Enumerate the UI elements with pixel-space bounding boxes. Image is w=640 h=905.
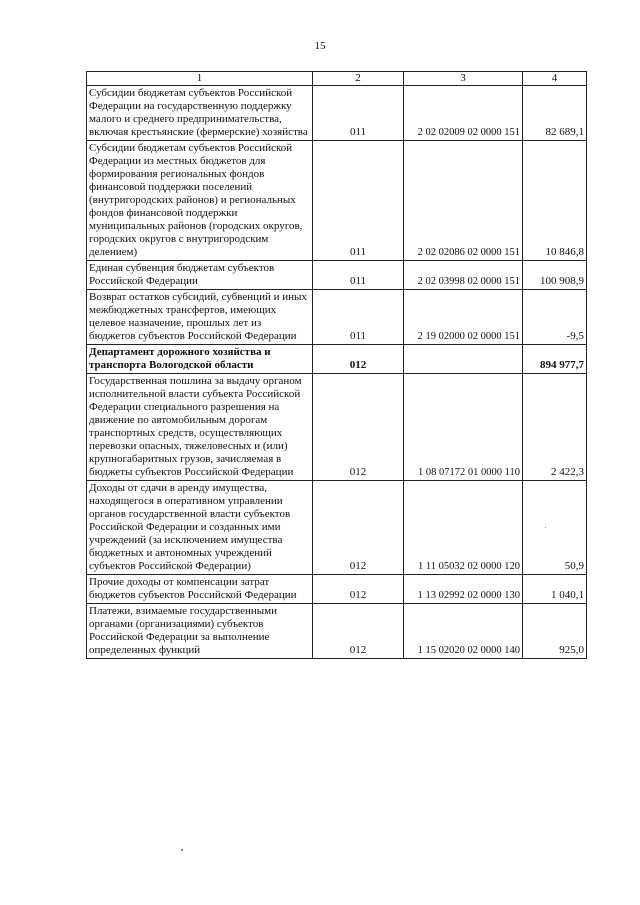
cell-code: 012	[313, 374, 404, 481]
cell-name: Субсидии бюджетам субъектов Российской Федерации на государственную поддержку малого и среднего предпринимательства, включая крестьянские (фермерские) хозяйства	[87, 86, 313, 141]
cell-amount: 925,0	[523, 604, 587, 659]
cell-name: Департамент дорожного хозяйства и транспорта Вологодской области	[87, 345, 313, 374]
table-row	[87, 290, 587, 345]
table-row	[87, 604, 587, 659]
cell-kbk: 1 11 05032 02 0000 120	[404, 481, 523, 575]
table-body	[87, 86, 587, 659]
cell-kbk: 1 13 02992 02 0000 130	[404, 575, 523, 604]
cell-amount: 2 422,3	[523, 374, 587, 481]
cell-name: Прочие доходы от компенсации затрат бюджетов субъектов Российской Федерации	[87, 575, 313, 604]
scan-speck	[181, 849, 183, 851]
cell-code: 012	[313, 575, 404, 604]
cell-amount: 50,9	[523, 481, 587, 575]
cell-amount: 894 977,7	[523, 345, 587, 374]
cell-amount: 1 040,1	[523, 575, 587, 604]
table-header	[87, 72, 587, 86]
cell-code: 011	[313, 290, 404, 345]
cell-amount: 82 689,1	[523, 86, 587, 141]
revenue-table	[86, 71, 587, 659]
cell-code: 012	[313, 345, 404, 374]
scan-speck	[545, 527, 546, 528]
cell-kbk: 1 08 07172 01 0000 110	[404, 374, 523, 481]
cell-name: Государственная пошлина за выдачу органом исполнительной власти субъекта Российской Федерации специального разрешения на движение по автомобильным дорогам транспортных средств, осуществляющих перевозки опасных, тяжеловесных и (или) крупногабаритных грузов, зачисляемая в бюджеты субъектов Российской Федерации	[87, 374, 313, 481]
table-row	[87, 261, 587, 290]
table-row	[87, 141, 587, 261]
cell-name: Единая субвенция бюджетам субъектов Российской Федерации	[87, 261, 313, 290]
cell-name: Платежи, взимаемые государственными органами (организациями) субъектов Российской Федерации за выполнение определенных функций	[87, 604, 313, 659]
cell-name: Субсидии бюджетам субъектов Российской Федерации из местных бюджетов для формирования региональных фондов финансовой поддержки поселений (внутригородских районов) и региональных фондов финансовой поддержки муниципальных районов (городских округов, городских округов с внутригородским делением)	[87, 141, 313, 261]
cell-amount: 100 908,9	[523, 261, 587, 290]
cell-kbk: 1 15 02020 02 0000 140	[404, 604, 523, 659]
cell-kbk: 2 02 03998 02 0000 151	[404, 261, 523, 290]
cell-name: Возврат остатков субсидий, субвенций и иных межбюджетных трансфертов, имеющих целевое назначение, прошлых лет из бюджетов субъектов Российской Федерации	[87, 290, 313, 345]
header-row	[87, 72, 587, 86]
cell-kbk: 2 02 02086 02 0000 151	[404, 141, 523, 261]
table-row	[87, 374, 587, 481]
table-row	[87, 345, 587, 374]
cell-amount: -9,5	[523, 290, 587, 345]
cell-code: 011	[313, 86, 404, 141]
header-col-3: 3	[404, 72, 523, 86]
cell-kbk: 2 19 02000 02 0000 151	[404, 290, 523, 345]
cell-code: 011	[313, 141, 404, 261]
cell-code: 011	[313, 261, 404, 290]
table-row	[87, 481, 587, 575]
header-col-4: 4	[523, 72, 587, 86]
page-number: 15	[314, 40, 326, 52]
table-row	[87, 575, 587, 604]
cell-code: 012	[313, 481, 404, 575]
cell-name: Доходы от сдачи в аренду имущества, находящегося в оперативном управлении органов государственной власти субъектов Российской Федерации и созданных ими учреждений (за исключением имущества бюджетных и автономных учреждений субъектов Российской Федерации)	[87, 481, 313, 575]
header-col-2: 2	[313, 72, 404, 86]
cell-kbk: 2 02 02009 02 0000 151	[404, 86, 523, 141]
table-row	[87, 86, 587, 141]
cell-code: 012	[313, 604, 404, 659]
header-col-1: 1	[87, 72, 313, 86]
cell-kbk	[404, 345, 523, 374]
cell-amount: 10 846,8	[523, 141, 587, 261]
